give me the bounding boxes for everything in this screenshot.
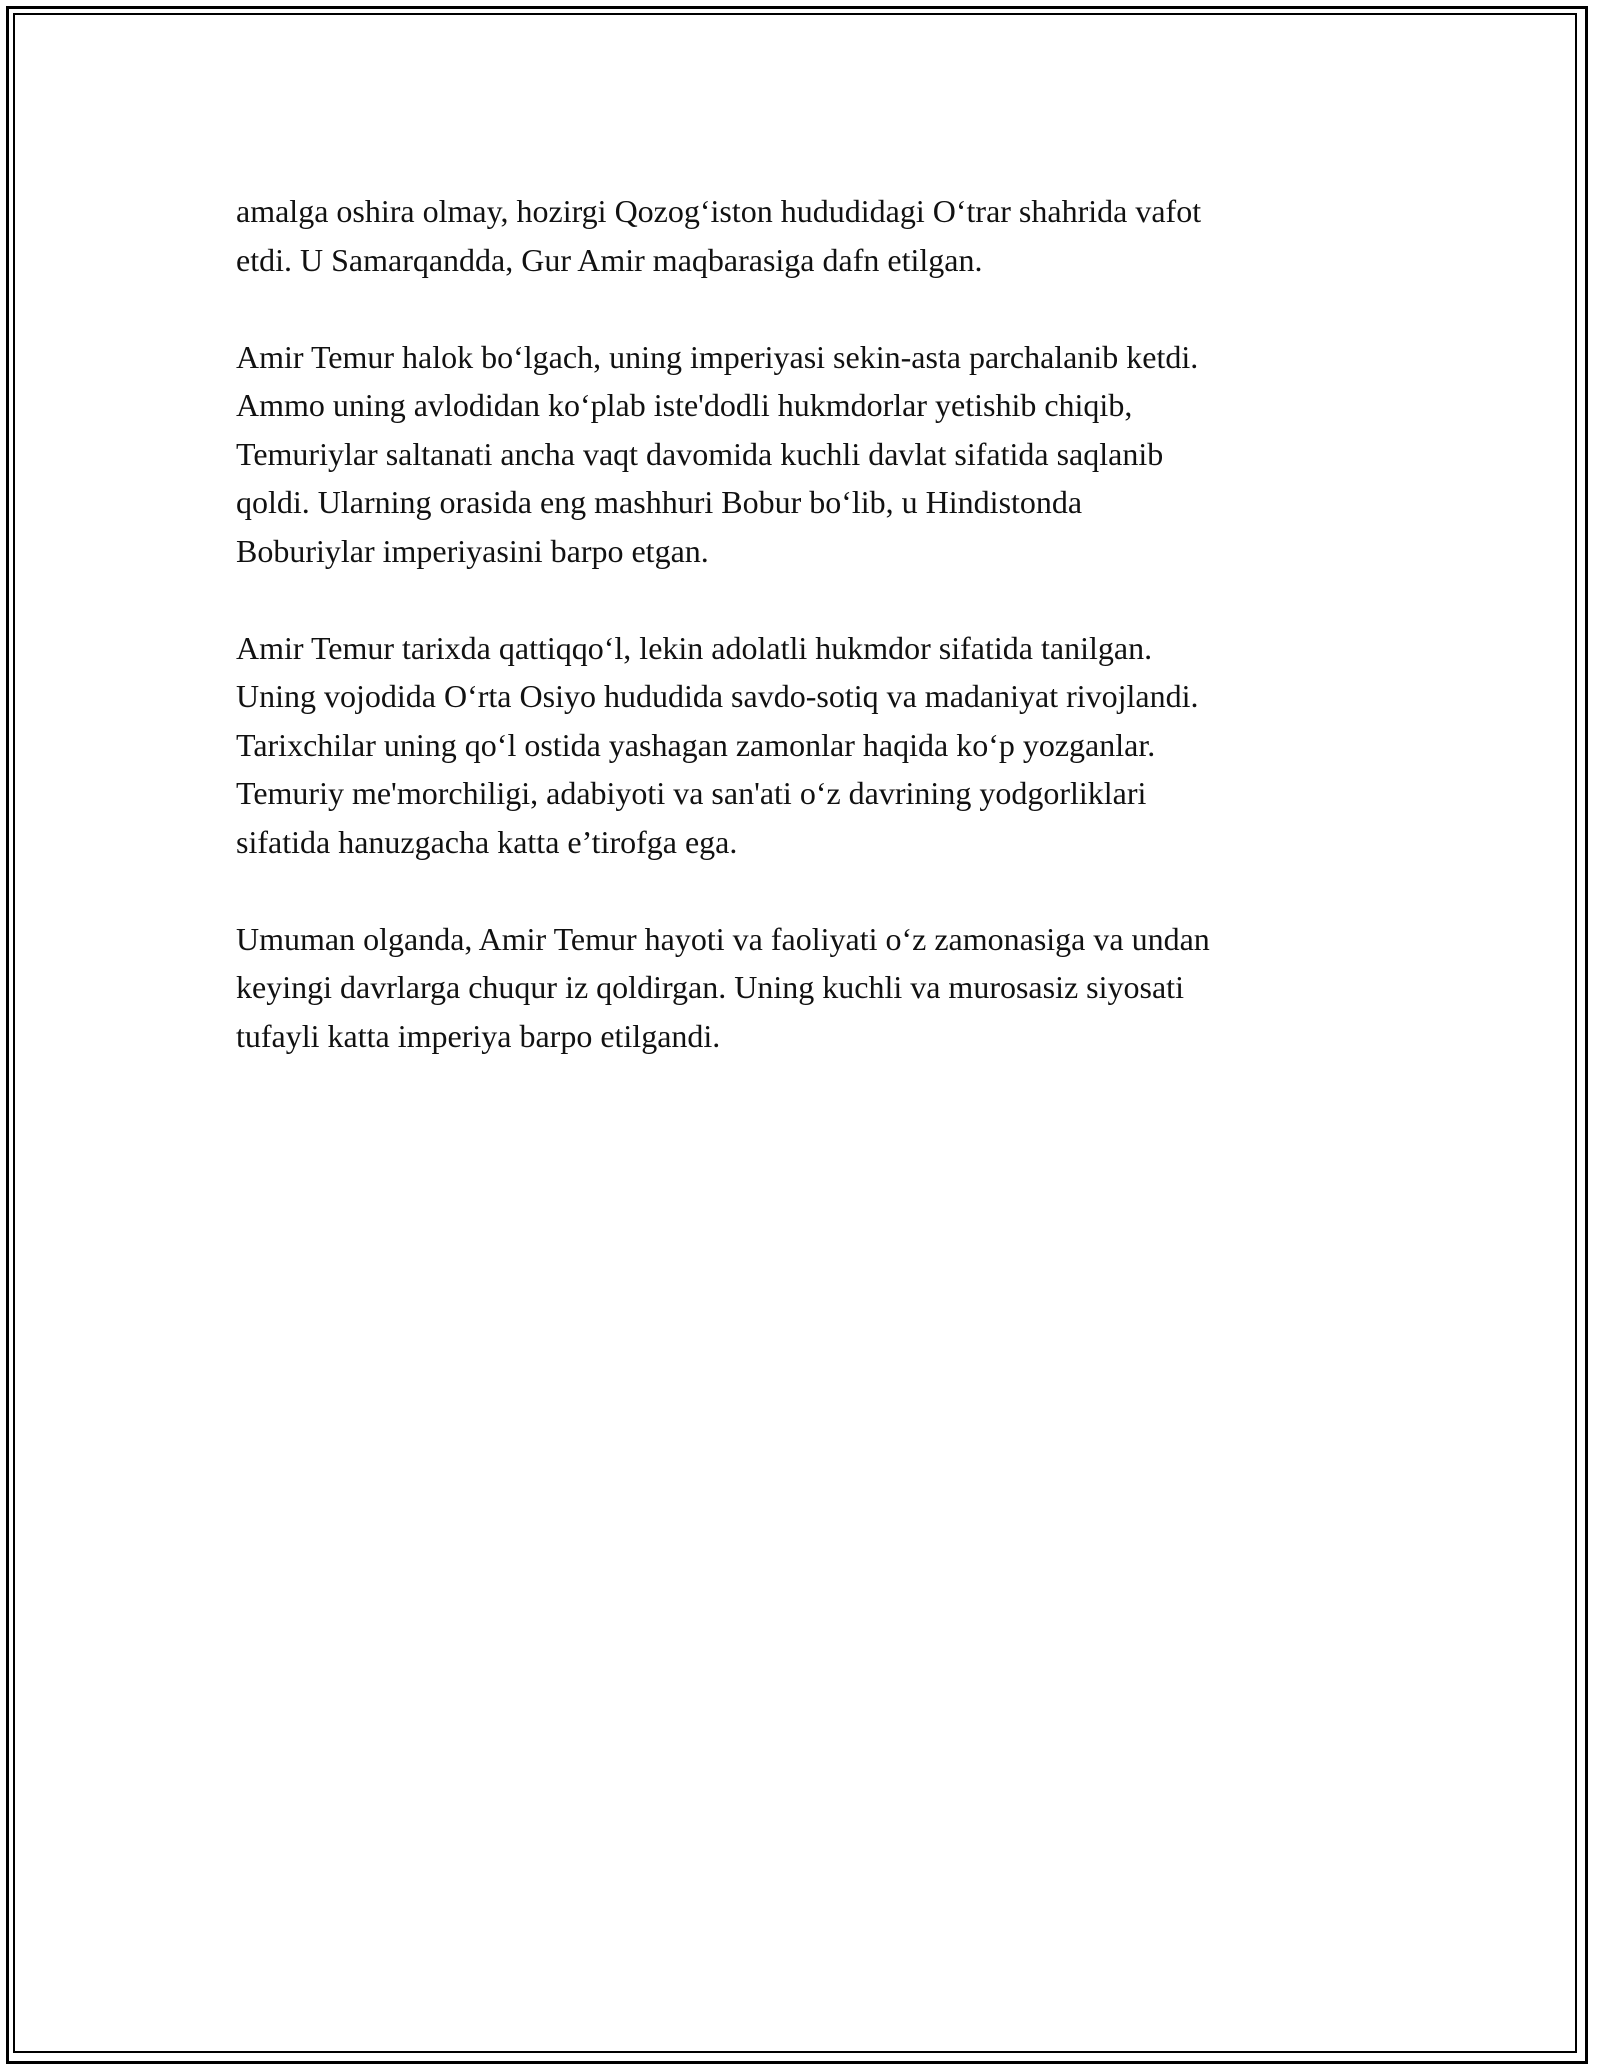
text-line: etdi. U Samarqandda, Gur Amir maqbarasiga dafn etilgan. xyxy=(236,241,983,278)
text-line: amalga oshira olmay, hozirgi Qozog‘iston hududidagi O‘trar shahrida vafot xyxy=(236,193,1202,229)
text-line: Tarixchilar uning qo‘l ostida yashagan zamonlar haqida ko‘p yozganlar. xyxy=(236,726,1156,763)
paragraph-1 xyxy=(236,187,1396,284)
text-line: qoldi. Ularning orasida eng mashhuri Bobur bo‘lib, u Hindistonda xyxy=(236,484,1083,520)
text-line: Amir Temur tarixda qattiqqo‘l, lekin adolatli hukmdor sifatida tanilgan. xyxy=(236,629,1153,666)
paragraph-2 xyxy=(236,333,1396,576)
text-line: Umuman olganda, Amir Temur hayoti va faoliyati o‘z zamonasiga va undan xyxy=(236,920,1210,957)
text-line: tufayli katta imperiya barpo etilgandi. xyxy=(236,1017,721,1054)
text-line: keyingi davrlarga chuqur iz qoldirgan. Uning kuchli va murosasiz siyosati xyxy=(236,969,1184,1005)
text-line: Boburiylar imperiyasini barpo etgan. xyxy=(236,532,709,569)
text-line: Ammo uning avlodidan ko‘plab iste'dodli hukmdorlar yetishib chiqib, xyxy=(236,387,1133,423)
text-line: Temuriy me'morchiligi, adabiyoti va san'ati o‘z davrining yodgorliklari xyxy=(236,775,1147,811)
document-body xyxy=(236,187,1396,1109)
text-line: Amir Temur halok bo‘lgach, uning imperiyasi sekin-asta parchalanib ketdi. xyxy=(236,338,1199,375)
text-line: Temuriylar saltanati ancha vaqt davomida kuchli davlat sifatida saqlanib xyxy=(236,435,1164,472)
text-line: sifatida hanuzgacha katta e’tirofga ega. xyxy=(236,823,738,860)
text-line: Uning vojodida O‘rta Osiyo hududida savdo-sotiq va madaniyat rivojlandi. xyxy=(236,678,1199,714)
paragraph-3 xyxy=(236,624,1396,867)
paragraph-4 xyxy=(236,915,1396,1061)
